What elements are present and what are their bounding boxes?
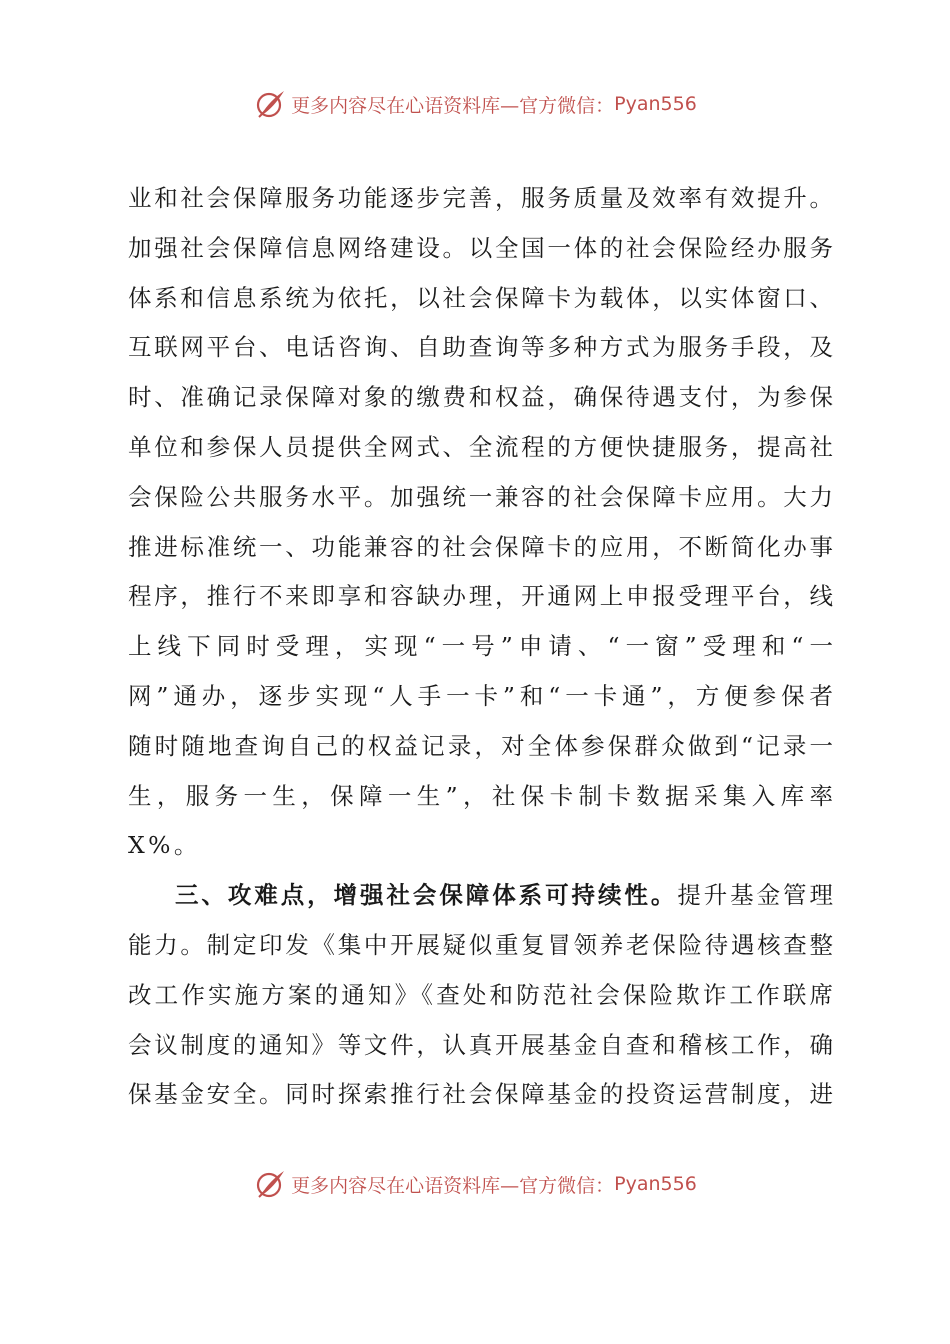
text-line: 能力。制定印发《集中开展疑似重复冒领养老保险待遇核查整 [128,930,833,959]
document-body [128,174,833,1120]
text-line: 会保险公共服务水平。加强统一兼容的社会保障卡应用。大力 [128,482,833,511]
text-line: 业和社会保障服务功能逐步完善，服务质量及效率有效提升。 [128,184,833,212]
section-heading-continuation: 提升基金管理 [677,881,833,910]
text-line: 随时随地查询自己的权益记录，对全体参保群众做到“记录一 [128,731,833,760]
watermark-banner-top [0,84,950,124]
watermark-handle: Pyan556 [614,1173,697,1195]
watermark-text: 更多内容尽在心语资料库—官方微信： [291,1174,615,1197]
text-line: 生，服务一生，保障一生”，社保卡制卡数据采集入库率 [128,781,833,810]
text-line: 单位和参保人员提供全网式、全流程的方便快捷服务，提高社 [128,432,833,461]
section-heading-line [128,871,833,921]
watermark-banner-bottom [0,1164,950,1204]
text-line: 改工作实施方案的通知》《查处和防范社会保险欺诈工作联席 [128,980,833,1009]
text-line: 保基金安全。同时探索推行社会保障基金的投资运营制度，进 [128,1080,833,1109]
text-line: 网”通办，逐步实现“人手一卡”和“一卡通”，方便参保者 [128,681,833,710]
text-line-last: X%。 [128,831,201,860]
text-line: 推进标准统一、功能兼容的社会保障卡的应用，不断简化办事 [128,532,833,561]
text-line: 会议制度的通知》等文件，认真开展基金自查和稽核工作，确 [128,1030,833,1059]
text-line: 互联网平台、电话咨询、自助查询等多种方式为服务手段，及 [128,333,833,362]
quill-logo-icon [253,87,287,121]
text-line: 体系和信息系统为依托，以社会保障卡为载体，以实体窗口、 [128,283,833,312]
quill-logo-icon [253,1167,287,1201]
text-line: 加强社会保障信息网络建设。以全国一体的社会保险经办服务 [128,233,833,262]
text-line: 上线下同时受理，实现“一号”申请、“一窗”受理和“一 [128,632,833,661]
section-heading: 三、攻难点，增强社会保障体系可持续性。 [175,881,678,910]
watermark-text: 更多内容尽在心语资料库—官方微信： [291,94,615,117]
text-line: 时、准确记录保障对象的缴费和权益，确保待遇支付，为参保 [128,383,833,412]
watermark-handle: Pyan556 [614,93,697,115]
text-line: 程序，推行不来即享和容缺办理，开通网上申报受理平台，线 [128,582,833,611]
